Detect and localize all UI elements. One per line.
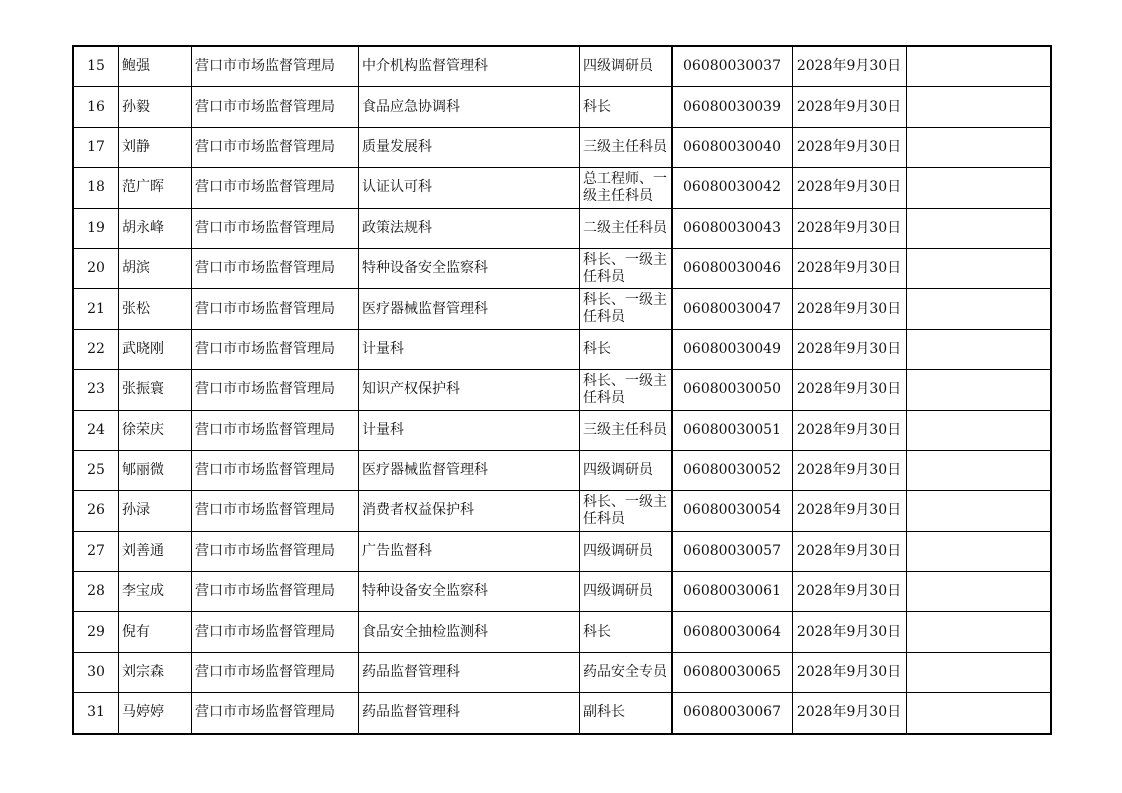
cell-note — [906, 127, 1051, 167]
cell-expiry-date: 2028年9月30日 — [792, 693, 906, 734]
cell-seq: 21 — [73, 289, 119, 329]
cell-department: 食品应急协调科 — [359, 87, 580, 127]
cell-department: 特种设备安全监察科 — [359, 248, 580, 288]
cell-certificate-number: 06080030051 — [672, 410, 793, 450]
cell-organization: 营口市市场监督管理局 — [192, 410, 359, 450]
cell-expiry-date: 2028年9月30日 — [792, 491, 906, 531]
cell-seq: 22 — [73, 329, 119, 369]
cell-position: 科长 — [580, 612, 672, 652]
cell-organization: 营口市市场监督管理局 — [192, 208, 359, 248]
cell-position: 科长、一级主任科员 — [580, 491, 672, 531]
cell-department: 广告监督科 — [359, 531, 580, 571]
table-row — [73, 329, 1051, 369]
cell-position: 药品安全专员 — [580, 652, 672, 692]
table-row — [73, 127, 1051, 167]
cell-name: 张松 — [119, 289, 192, 329]
cell-name: 郇丽微 — [119, 450, 192, 490]
cell-note — [906, 168, 1051, 208]
cell-seq: 27 — [73, 531, 119, 571]
cell-note — [906, 531, 1051, 571]
cell-department: 消费者权益保护科 — [359, 491, 580, 531]
cell-department: 计量科 — [359, 329, 580, 369]
cell-certificate-number: 06080030039 — [672, 87, 793, 127]
table-row — [73, 248, 1051, 288]
cell-department: 药品监督管理科 — [359, 652, 580, 692]
cell-certificate-number: 06080030054 — [672, 491, 793, 531]
cell-name: 鲍强 — [119, 46, 192, 87]
cell-department: 质量发展科 — [359, 127, 580, 167]
cell-note — [906, 693, 1051, 734]
cell-expiry-date: 2028年9月30日 — [792, 410, 906, 450]
cell-position: 三级主任科员 — [580, 410, 672, 450]
cell-expiry-date: 2028年9月30日 — [792, 208, 906, 248]
cell-position: 科长、一级主任科员 — [580, 370, 672, 410]
cell-seq: 26 — [73, 491, 119, 531]
cell-name: 胡永峰 — [119, 208, 192, 248]
table-row — [73, 370, 1051, 410]
table-row — [73, 168, 1051, 208]
cell-seq: 31 — [73, 693, 119, 734]
cell-note — [906, 370, 1051, 410]
cell-name: 武晓刚 — [119, 329, 192, 369]
cell-seq: 24 — [73, 410, 119, 450]
cell-note — [906, 248, 1051, 288]
cell-name: 张振寰 — [119, 370, 192, 410]
cell-department: 计量科 — [359, 410, 580, 450]
cell-name: 刘静 — [119, 127, 192, 167]
cell-certificate-number: 06080030046 — [672, 248, 793, 288]
cell-certificate-number: 06080030040 — [672, 127, 793, 167]
cell-expiry-date: 2028年9月30日 — [792, 370, 906, 410]
table-row — [73, 87, 1051, 127]
personnel-table — [72, 45, 1052, 735]
cell-certificate-number: 06080030065 — [672, 652, 793, 692]
cell-organization: 营口市市场监督管理局 — [192, 329, 359, 369]
table-row — [73, 652, 1051, 692]
cell-department: 食品安全抽检监测科 — [359, 612, 580, 652]
cell-department: 政策法规科 — [359, 208, 580, 248]
cell-expiry-date: 2028年9月30日 — [792, 329, 906, 369]
cell-name: 倪有 — [119, 612, 192, 652]
cell-note — [906, 87, 1051, 127]
cell-department: 特种设备安全监察科 — [359, 572, 580, 612]
cell-expiry-date: 2028年9月30日 — [792, 450, 906, 490]
cell-seq: 20 — [73, 248, 119, 288]
cell-certificate-number: 06080030064 — [672, 612, 793, 652]
table-row — [73, 612, 1051, 652]
cell-position: 三级主任科员 — [580, 127, 672, 167]
table-row — [73, 450, 1051, 490]
cell-organization: 营口市市场监督管理局 — [192, 693, 359, 734]
cell-organization: 营口市市场监督管理局 — [192, 248, 359, 288]
cell-name: 孙渌 — [119, 491, 192, 531]
cell-note — [906, 450, 1051, 490]
cell-organization: 营口市市场监督管理局 — [192, 168, 359, 208]
cell-name: 马婷婷 — [119, 693, 192, 734]
cell-seq: 19 — [73, 208, 119, 248]
cell-position: 总工程师、一级主任科员 — [580, 168, 672, 208]
cell-position: 二级主任科员 — [580, 208, 672, 248]
cell-note — [906, 410, 1051, 450]
cell-organization: 营口市市场监督管理局 — [192, 491, 359, 531]
cell-expiry-date: 2028年9月30日 — [792, 652, 906, 692]
table-row — [73, 289, 1051, 329]
cell-note — [906, 208, 1051, 248]
cell-expiry-date: 2028年9月30日 — [792, 127, 906, 167]
cell-organization: 营口市市场监督管理局 — [192, 87, 359, 127]
cell-name: 李宝成 — [119, 572, 192, 612]
cell-note — [906, 612, 1051, 652]
cell-department: 药品监督管理科 — [359, 693, 580, 734]
cell-position: 科长 — [580, 87, 672, 127]
cell-seq: 28 — [73, 572, 119, 612]
cell-note — [906, 652, 1051, 692]
cell-organization: 营口市市场监督管理局 — [192, 127, 359, 167]
cell-position: 四级调研员 — [580, 572, 672, 612]
cell-expiry-date: 2028年9月30日 — [792, 168, 906, 208]
cell-position: 四级调研员 — [580, 531, 672, 571]
cell-organization: 营口市市场监督管理局 — [192, 572, 359, 612]
cell-note — [906, 491, 1051, 531]
cell-position: 四级调研员 — [580, 46, 672, 87]
cell-department: 中介机构监督管理科 — [359, 46, 580, 87]
cell-organization: 营口市市场监督管理局 — [192, 46, 359, 87]
cell-expiry-date: 2028年9月30日 — [792, 289, 906, 329]
cell-name: 胡滨 — [119, 248, 192, 288]
cell-name: 范广晖 — [119, 168, 192, 208]
cell-organization: 营口市市场监督管理局 — [192, 652, 359, 692]
cell-seq: 29 — [73, 612, 119, 652]
cell-certificate-number: 06080030057 — [672, 531, 793, 571]
cell-position: 副科长 — [580, 693, 672, 734]
cell-department: 医疗器械监督管理科 — [359, 289, 580, 329]
cell-seq: 15 — [73, 46, 119, 87]
table-body — [73, 46, 1051, 734]
cell-note — [906, 572, 1051, 612]
cell-seq: 30 — [73, 652, 119, 692]
cell-certificate-number: 06080030047 — [672, 289, 793, 329]
cell-expiry-date: 2028年9月30日 — [792, 572, 906, 612]
cell-organization: 营口市市场监督管理局 — [192, 612, 359, 652]
cell-expiry-date: 2028年9月30日 — [792, 248, 906, 288]
cell-certificate-number: 06080030067 — [672, 693, 793, 734]
cell-expiry-date: 2028年9月30日 — [792, 46, 906, 87]
cell-name: 刘宗森 — [119, 652, 192, 692]
cell-seq: 25 — [73, 450, 119, 490]
cell-position: 科长、一级主任科员 — [580, 289, 672, 329]
cell-name: 刘善通 — [119, 531, 192, 571]
table-row — [73, 410, 1051, 450]
cell-organization: 营口市市场监督管理局 — [192, 370, 359, 410]
table-row — [73, 693, 1051, 734]
cell-expiry-date: 2028年9月30日 — [792, 612, 906, 652]
cell-name: 孙毅 — [119, 87, 192, 127]
cell-note — [906, 329, 1051, 369]
cell-organization: 营口市市场监督管理局 — [192, 531, 359, 571]
cell-certificate-number: 06080030043 — [672, 208, 793, 248]
cell-organization: 营口市市场监督管理局 — [192, 450, 359, 490]
table-row — [73, 572, 1051, 612]
cell-certificate-number: 06080030061 — [672, 572, 793, 612]
cell-name: 徐荣庆 — [119, 410, 192, 450]
cell-organization: 营口市市场监督管理局 — [192, 289, 359, 329]
cell-department: 医疗器械监督管理科 — [359, 450, 580, 490]
table-row — [73, 531, 1051, 571]
cell-note — [906, 289, 1051, 329]
cell-certificate-number: 06080030050 — [672, 370, 793, 410]
cell-position: 四级调研员 — [580, 450, 672, 490]
table-row — [73, 491, 1051, 531]
cell-note — [906, 46, 1051, 87]
cell-position: 科长 — [580, 329, 672, 369]
table-row — [73, 46, 1051, 87]
cell-department: 认证认可科 — [359, 168, 580, 208]
cell-certificate-number: 06080030052 — [672, 450, 793, 490]
cell-certificate-number: 06080030042 — [672, 168, 793, 208]
cell-seq: 23 — [73, 370, 119, 410]
cell-seq: 17 — [73, 127, 119, 167]
cell-certificate-number: 06080030037 — [672, 46, 793, 87]
table-row — [73, 208, 1051, 248]
cell-seq: 16 — [73, 87, 119, 127]
cell-department: 知识产权保护科 — [359, 370, 580, 410]
cell-expiry-date: 2028年9月30日 — [792, 531, 906, 571]
cell-position: 科长、一级主任科员 — [580, 248, 672, 288]
cell-seq: 18 — [73, 168, 119, 208]
cell-certificate-number: 06080030049 — [672, 329, 793, 369]
cell-expiry-date: 2028年9月30日 — [792, 87, 906, 127]
